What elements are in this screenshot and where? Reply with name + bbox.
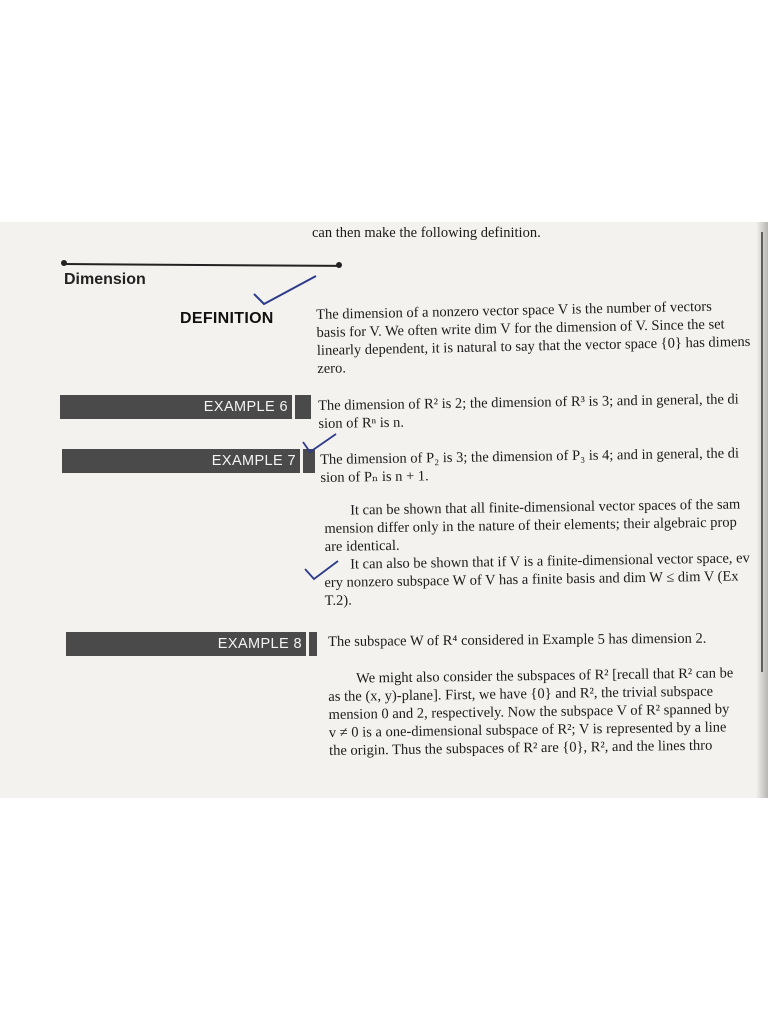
paragraph-2-line: ery nonzero subspace W of V has a finite basis and dim W ≤ dim V (Ex <box>324 568 739 591</box>
paragraph-3-line: the origin. Thus the subspaces of R² are {0}, R², and the lines thro <box>329 737 713 759</box>
example-7-line: The dimension of P₂ is 3; the dimension of P₃ is 4; and in general, the di <box>320 445 740 468</box>
example-8-text <box>328 630 706 651</box>
checkmark-icon <box>250 272 320 308</box>
rule-dot-right <box>336 262 342 268</box>
section-title: Dimension <box>64 271 146 288</box>
example-7-line: sion of Pₙ is n + 1. <box>320 468 429 486</box>
definition-line: The dimension of a nonzero vector space V is the number of vectors <box>316 298 712 323</box>
example-7-label: EXAMPLE 7 <box>62 449 300 473</box>
paragraph-3-line: as the (x, y)-plane]. First, we have {0} and R², the trivial subspace <box>328 683 714 705</box>
definition-text <box>316 297 751 378</box>
paragraph-1 <box>324 495 741 556</box>
paragraph-2 <box>324 549 751 610</box>
example-6-label: EXAMPLE 6 <box>60 395 292 419</box>
paragraph-1-line: It can be shown that all finite-dimensional vector spaces of the sam <box>350 496 741 519</box>
paragraph-2-line: It can also be shown that if V is a finite-dimensional vector space, ev <box>350 550 750 573</box>
example-6-text <box>318 390 739 433</box>
paragraph-3-line: v ≠ 0 is a one-dimensional subspace of R²; V is represented by a line <box>328 719 727 741</box>
textbook-page-photo <box>0 222 768 798</box>
paragraph-1-line: are identical. <box>324 537 400 555</box>
example-8-bar-tail <box>309 632 317 656</box>
paragraph-1-line: mension differ only in the nature of their elements; their algebraic prop <box>324 514 737 537</box>
example-6-line: The dimension of R² is 2; the dimension of R³ is 3; and in general, the di <box>318 391 739 414</box>
example-6-line: sion of Rⁿ is n. <box>318 414 405 432</box>
page-shadow <box>756 222 768 798</box>
paragraph-3 <box>328 664 734 760</box>
definition-line: basis for V. We often write dim V for the dimension of V. Since the set <box>316 316 725 341</box>
example-8-label: EXAMPLE 8 <box>66 632 306 656</box>
paragraph-3-line: We might also consider the subspaces of R² [recall that R² can be <box>356 665 734 687</box>
example-8-line: The subspace W of R⁴ considered in Example 5 has dimension 2. <box>328 630 707 650</box>
paragraph-2-line: T.2). <box>324 592 352 609</box>
definition-line: linearly dependent, it is natural to say that the vector space {0} has dimens <box>316 333 751 359</box>
example-7-text <box>320 444 739 487</box>
definition-line: zero. <box>317 360 347 377</box>
paragraph-3-line: mension 0 and 2, respectively. Now the subspace V of R² spanned by <box>328 701 730 723</box>
example-6-bar-tail <box>295 395 311 419</box>
intro-line: can then make the following definition. <box>312 225 541 241</box>
definition-label: DEFINITION <box>180 310 274 327</box>
section-rule <box>64 263 340 267</box>
